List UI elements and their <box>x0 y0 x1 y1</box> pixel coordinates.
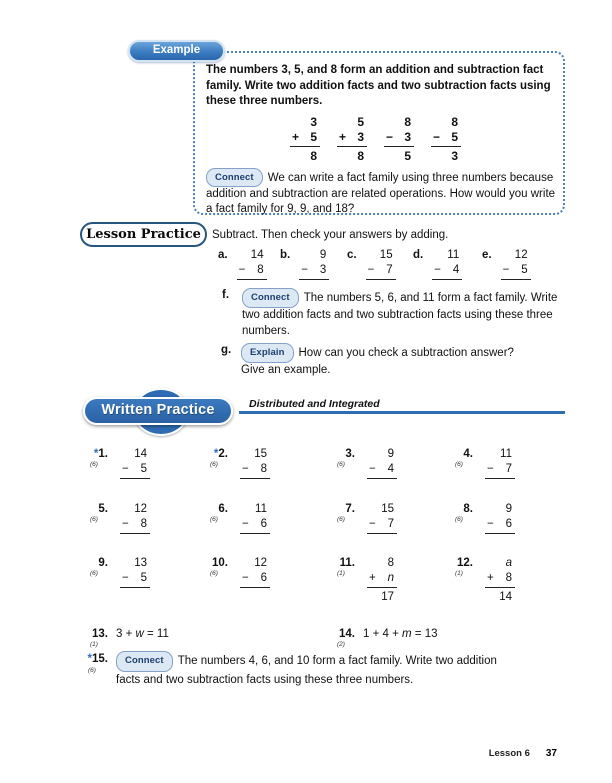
connect-badge: Connect <box>242 288 299 308</box>
lesson-practice-instruction: Subtract. Then check your answers by adding. <box>212 229 449 241</box>
footer-lesson-label: Lesson 6 <box>488 748 530 759</box>
example-connect-text: We can write a fact family using three numbers because addition and subtraction are related operations. How would you write a fact family for 9, 9, and 18? <box>206 171 556 215</box>
problem-6: 6. (6) 11 − 6 <box>206 502 270 534</box>
practice-item-f: f. Connect The numbers 5, 6, and 11 form a fact family. Write two addition facts and two subtraction facts using these three numbers. <box>222 289 558 337</box>
example-connect-paragraph <box>206 168 558 218</box>
example-fact-2: 5 + 3 8 <box>337 115 367 163</box>
problem-4: 4. (6) 11 − 7 <box>451 447 515 479</box>
problem-12: 12. (1) a + 8 14 <box>451 556 515 604</box>
written-practice-subtitle: Distributed and Integrated <box>249 398 380 410</box>
example-facts-row <box>290 115 555 163</box>
example-fact-4: 8 − 5 3 <box>431 115 461 163</box>
practice-problem-c: c. 15 − 7 <box>347 248 396 280</box>
problem-5: 5. (6) 12 − 8 <box>86 502 150 534</box>
example-box <box>193 51 565 215</box>
example-fact-3: 8 − 3 5 <box>384 115 414 163</box>
item-g-text-line2: Give an example. <box>241 364 331 376</box>
problem-7: 7. (6) 15 − 7 <box>333 502 397 534</box>
problem-10: 10. (6) 12 − 6 <box>206 556 270 588</box>
explain-badge: Explain <box>241 343 294 363</box>
item-g-text: How can you check a subtraction answer? <box>298 347 514 359</box>
problem-14: 14. (2) 1 + 4 + m = 13 <box>337 628 438 648</box>
page-footer <box>489 748 557 759</box>
example-label: Example <box>128 40 225 62</box>
problem-9: 9. (6) 13 − 5 <box>86 556 150 588</box>
practice-problem-b: b. 9 − 3 <box>280 248 329 280</box>
practice-problem-a: a. 14 − 8 <box>218 248 267 280</box>
written-practice-label: Written Practice <box>83 397 233 425</box>
practice-problem-d: d. 11 − 4 <box>413 248 462 280</box>
connect-badge: Connect <box>116 651 173 672</box>
example-problem-text: The numbers 3, 5, and 8 form an addition and subtraction fact family. Write two addition facts and two subtraction facts using these three numbers. <box>206 64 551 107</box>
problem-15: *15. (6) Connect The numbers 4, 6, and 10 form a fact family. Write two addition facts and two subtraction facts using these three numbers. <box>87 653 497 686</box>
lesson-practice-label: Lesson Practice <box>80 222 207 247</box>
problem-11: 11. (1) 8 + n 17 <box>333 556 397 604</box>
item-f-text: The numbers 5, 6, and 11 form a fact family. Write two addition facts and two subtraction facts using these three numbers. <box>242 292 558 337</box>
section-divider-line <box>239 411 565 414</box>
connect-badge: Connect <box>206 168 263 188</box>
problem-13: 13. (1) 3 + w = 11 <box>90 628 169 648</box>
problem-8: 8. (6) 9 − 6 <box>451 502 515 534</box>
practice-item-g: g. Explain How can you check a subtraction answer? Give an example. <box>221 343 566 379</box>
problem-2: *2. (6) 15 − 8 <box>206 447 270 479</box>
footer-page-number: 37 <box>545 748 557 759</box>
problem-1: *1. (6) 14 − 5 <box>86 447 150 479</box>
example-fact-1: 3 + 5 8 <box>290 115 320 163</box>
problem-3: 3. (6) 9 − 4 <box>333 447 397 479</box>
practice-problem-e: e. 12 − 5 <box>482 248 531 280</box>
item-15-text: The numbers 4, 6, and 10 form a fact family. Write two addition facts and two subtraction facts using these three numbers. <box>116 655 497 686</box>
